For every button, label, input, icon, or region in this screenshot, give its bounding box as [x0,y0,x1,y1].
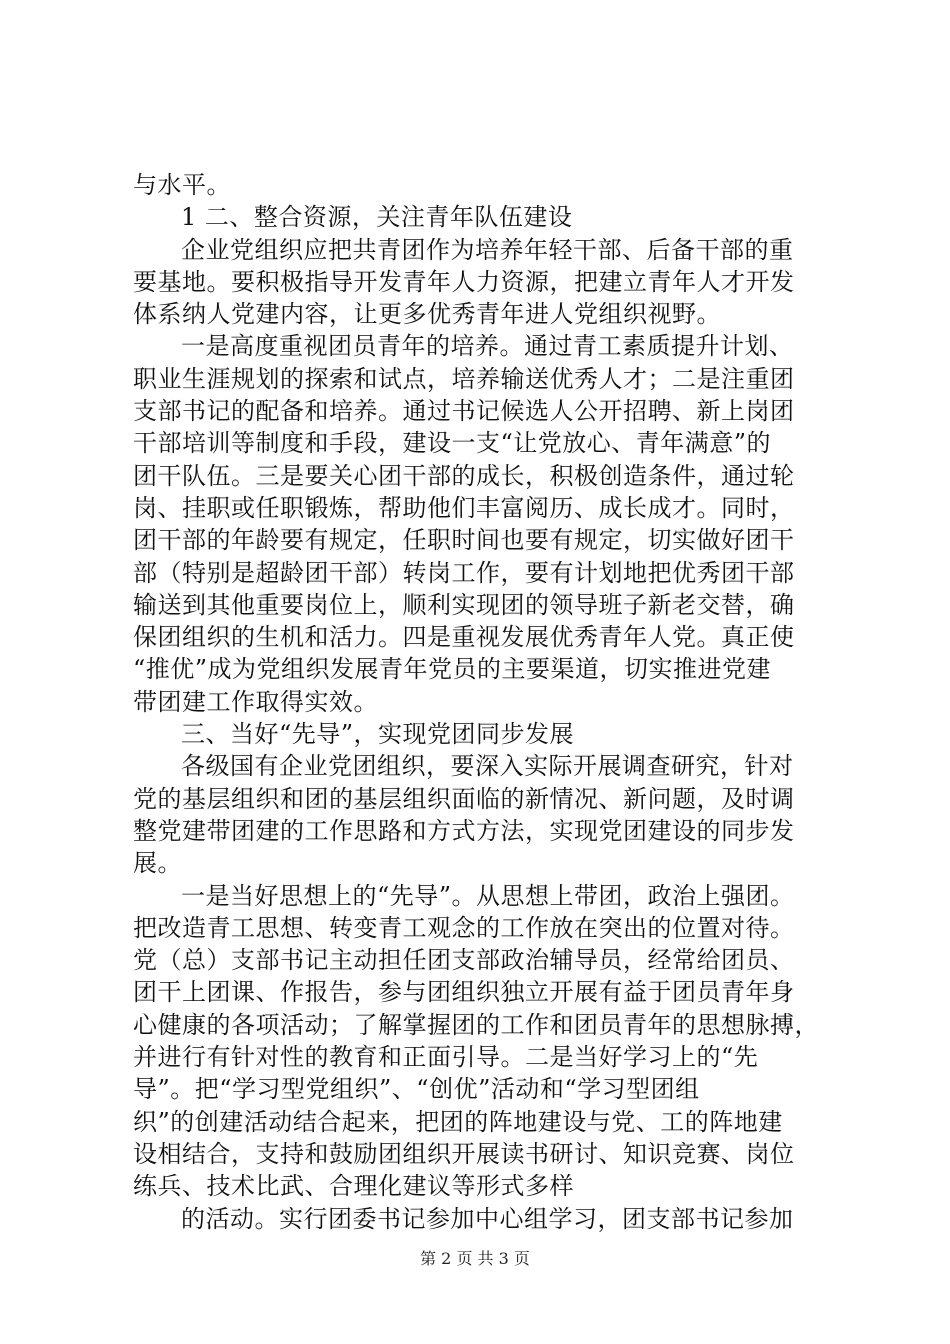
text-line: 整党建带团建的工作思路和方式方法，实现党团建设的同步发 [133,816,795,845]
text-line: 干部培训等制度和手段，建设一支“让党放心、青年满意”的 [133,429,772,458]
text-line: 党的基层组织和团的基层组织面临的新情况、新问题，及时调 [133,784,795,813]
text-line: 要基地。要积极指导开发青年人力资源，把建立青年人才开发 [133,267,795,296]
text-line: 一是高度重视团员青年的培养。通过青工素质提升计划、 [181,332,794,361]
text-line: 设相结合，支持和鼓励团组织开展读书研讨、知识竞赛、岗位 [133,1139,795,1168]
document-body [133,169,833,1235]
text-line: 1 二、整合资源，关注青年队伍建设 [181,203,573,232]
text-line: 一是当好思想上的“先导”。从思想上带团，政治上强团。 [181,881,795,910]
text-line: 导”。把“学习型党组织”、“创优”活动和“学习型团组 [133,1075,700,1104]
text-line: 保团组织的生机和活力。四是重视发展优秀青年人党。真正使 [133,623,795,652]
text-line: 并进行有针对性的教育和正面引导。二是当好学习上的“先 [133,1043,759,1072]
text-line: 三、当好“先导”，实现党团同步发展 [181,720,575,749]
text-line: 织”的创建活动结合起来，把团的阵地建设与党、工的阵地建 [133,1107,783,1136]
text-line: 团干队伍。三是要关心团干部的成长，积极创造条件，通过轮 [133,461,795,490]
text-line: “推优”成为党组织发展青年党员的主要渠道，切实推进党建 [133,655,772,684]
text-line: 把改造青工思想、转变青工观念的工作放在突出的位置对待。 [133,913,795,942]
text-line: 心健康的各项活动；了解掌握团的工作和团员青年的思想脉搏， [133,1010,819,1039]
text-line: 体系纳人党建内容，让更多优秀青年进人党组织视野。 [133,300,721,329]
text-line: 团干上团课、作报告，参与团组织独立开展有益于团员青年身 [133,978,795,1007]
text-line: 岗、挂职或任职锻炼，帮助他们丰富阅历、成长成才。同时， [133,493,795,522]
text-line: 部（特别是超龄团干部）转岗工作，要有计划地把优秀团干部 [133,558,795,587]
text-line: 党（总）支部书记主动担任团支部政治辅导员，经常给团员、 [133,946,795,975]
text-line: 的活动。实行团委书记参加中心组学习，团支部书记参加 [181,1204,794,1233]
text-line: 团干部的年龄要有规定，任职时间也要有规定，切实做好团干 [133,526,795,555]
text-line: 企业党组织应把共青团作为培养年轻干部、后备干部的重 [181,235,794,264]
text-line: 与水平。 [133,171,231,199]
text-line: 输送到其他重要岗位上，顺利实现团的领导班子新老交替，确 [133,590,795,619]
text-line: 职业生涯规划的探索和试点，培养输送优秀人才；二是注重团 [133,364,795,393]
page-footer: 第 2 页 共 3 页 [420,1249,530,1268]
text-line: 各级国有企业党团组织，要深入实际开展调查研究，针对 [181,752,794,781]
text-line: 支部书记的配备和培养。通过书记候选人公开招聘、新上岗团 [133,397,795,426]
text-line: 带团建工作取得实效。 [133,687,378,716]
text-line: 练兵、技术比武、合理化建议等形式多样 [133,1172,574,1201]
text-line: 展。 [133,849,182,878]
